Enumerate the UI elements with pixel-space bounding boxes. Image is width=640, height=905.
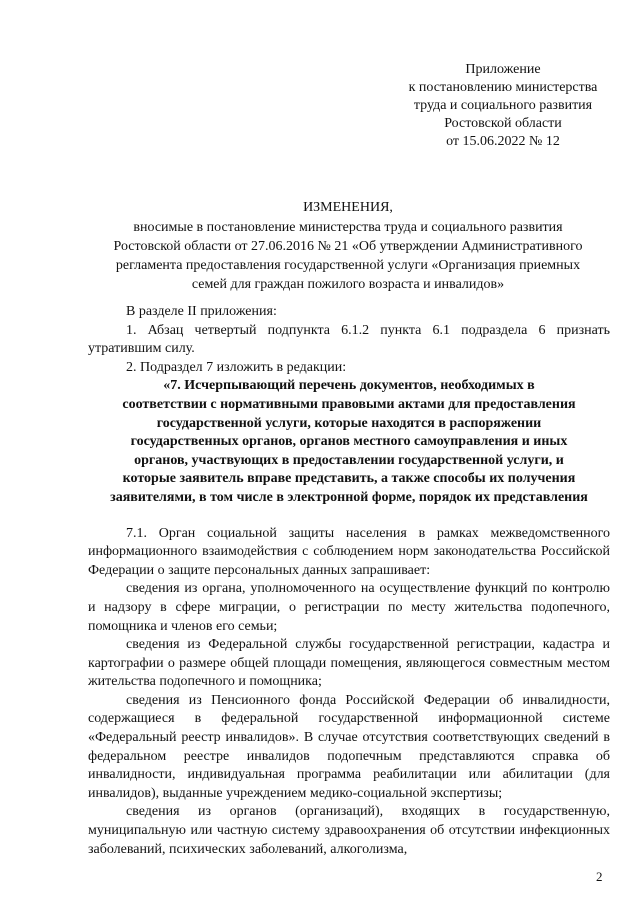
- title-line: Ростовской области от 27.06.2016 № 21 «Об утверждении Административного: [113, 239, 583, 254]
- title-line: вносимые в постановление министерства труда и социального развития: [133, 220, 563, 235]
- spacer: [88, 508, 610, 525]
- bold-line: государственной услуги, которые находятся в распоряжении: [156, 415, 542, 431]
- approval-line: Приложение: [465, 62, 541, 77]
- bold-line: соответствии с нормативными правовыми актами для предоставления: [122, 396, 576, 412]
- title-line: семей для граждан пожилого возраста и инвалидов»: [191, 277, 505, 292]
- bold-line: государственных органов, органов местного самоуправления и иных: [130, 434, 568, 450]
- title-line: регламента предоставления государственной услуги «Организация приемных: [115, 258, 581, 273]
- paragraph: 2. Подраздел 7 изложить в редакции:: [126, 359, 347, 375]
- paragraph: 7.1. Орган социальной защиты населения в рамках межведомственного информационного взаимодействия с соблюдением норм законодательства Российской Федерации о защите персональных данных запрашивает:: [88, 525, 610, 578]
- approval-line: труда и социального развития: [413, 98, 593, 113]
- document-title: [88, 198, 608, 294]
- bold-line: «7. Исчерпывающий перечень документов, необходимых в: [163, 378, 535, 394]
- bold-subheading: [88, 377, 610, 507]
- bold-line: которые заявитель вправе представить, а также способы их получения: [122, 471, 576, 487]
- paragraph: сведения из Федеральной службы государственной регистрации, кадастра и картографии о размере общей площади помещения, являющегося совместным местом жительства подопечного и помощника;: [88, 637, 610, 690]
- bold-line: заявителями, в том числе в электронной форме, порядок их представления: [110, 489, 588, 505]
- approval-line: от 15.06.2022 № 12: [446, 134, 560, 149]
- document-body: [88, 303, 610, 859]
- paragraph: сведения из Пенсионного фонда Российской Федерации об инвалидности, содержащиеся в федеральной государственной информационной системе «Федеральный реестр инвалидов». В случае отсутствия соответствующих сведений в федеральном реестре инвалидов подопечным представляются справка об инвалидности, индивидуальная программа реабилитации или абилитации (для инвалидов), выданные учреждением медико-социальной экспертизы;: [88, 692, 610, 801]
- approval-line: к постановлению министерства: [408, 80, 598, 95]
- paragraph: сведения из органов (организаций), входящих в государственную, муниципальную или частную систему здравоохранения об отсутствии инфекционных заболеваний, психических заболеваний, алкоголизма,: [88, 804, 610, 857]
- paragraph: 1. Абзац четвертый подпункта 6.1.2 пункта 6.1 подраздела 6 признать утратившим силу.: [88, 322, 610, 357]
- bold-line: органов, участвующих в предоставлении государственной услуги, и: [134, 452, 564, 468]
- title-heading: ИЗМЕНЕНИЯ,: [303, 200, 393, 215]
- page-number: 2: [596, 869, 603, 884]
- paragraph: сведения из органа, уполномоченного на осуществление функций по контролю и надзору в сфере миграции, о регистрации по месту жительства подопечного, помощника и членов его семьи;: [88, 581, 610, 634]
- approval-header: [392, 61, 614, 151]
- approval-line: Ростовской области: [444, 116, 562, 131]
- paragraph: В разделе II приложения:: [126, 304, 277, 319]
